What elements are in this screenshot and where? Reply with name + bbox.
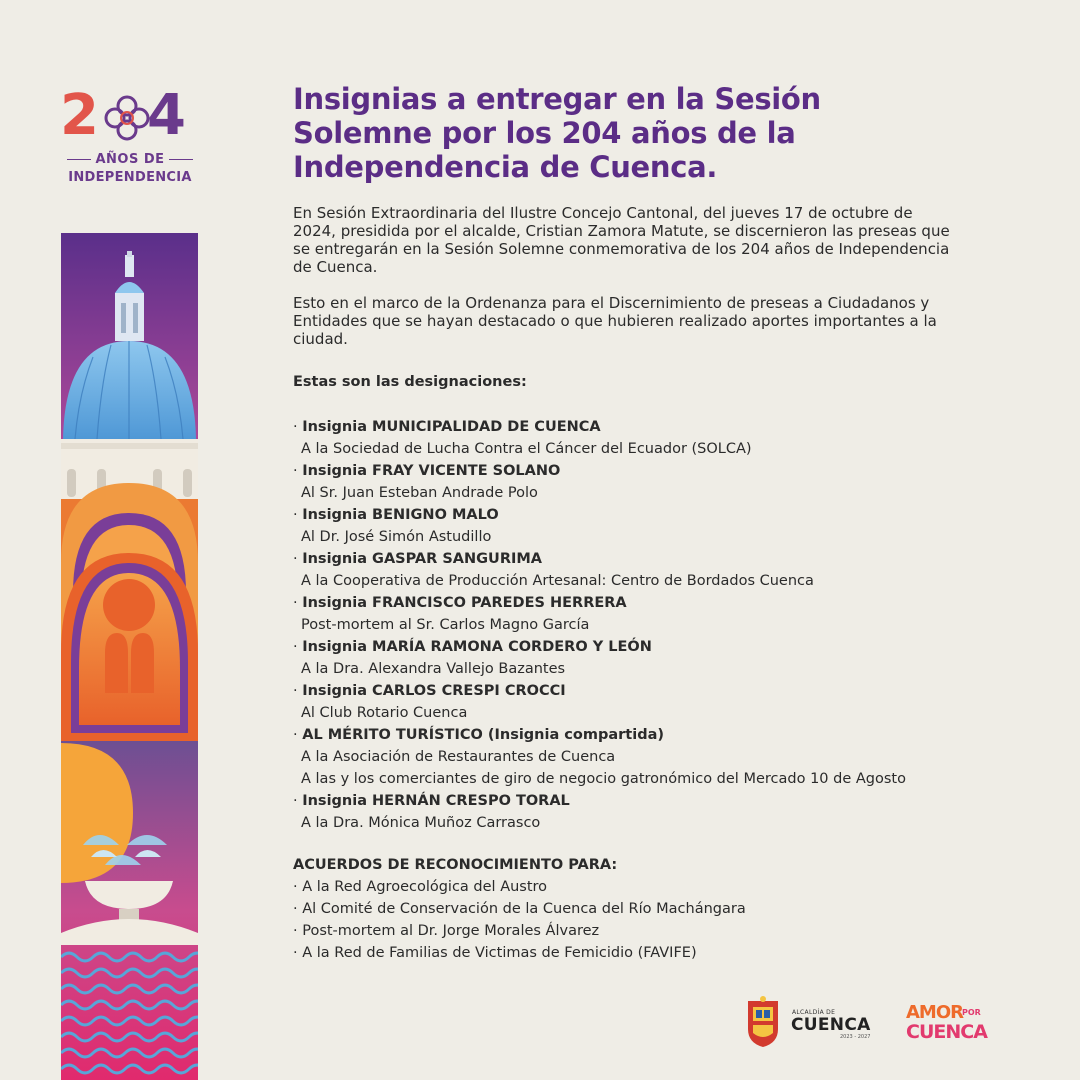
insignia-prefix: Insignia (302, 595, 373, 611)
amor-text: AMOR (906, 1002, 964, 1023)
insignia-name: MARÍA RAMONA CORDERO Y LEÓN (372, 639, 652, 655)
designation-recipient: Al Club Rotario Cuenca (301, 705, 468, 721)
bullet: · (293, 463, 303, 479)
designation-recipient: A la Dra. Mónica Muñoz Carrasco (301, 815, 541, 831)
insignia-name: HERNÁN CRESPO TORAL (372, 793, 570, 809)
acuerdo-item: · Post-mortem al Dr. Jorge Morales Álvarez (293, 923, 600, 939)
insignia-prefix: Insignia (302, 507, 373, 523)
insignia-name: MUNICIPALIDAD DE CUENCA (372, 419, 601, 435)
insignia-prefix: Insignia (302, 683, 373, 699)
alcaldia-name: CUENCA (791, 1015, 871, 1035)
insignia-name: CARLOS CRESPI CROCCI (372, 683, 566, 699)
logo-number: 2 4 (60, 83, 184, 148)
designation-heading (293, 460, 973, 482)
alcaldia-cuenca-logo (740, 993, 880, 1053)
designation-recipient: A la Dra. Alexandra Vallejo Bazantes (301, 661, 566, 677)
insignia-name: GASPAR SANGURIMA (372, 551, 543, 567)
bullet: · (293, 507, 303, 523)
alcaldia-years: 2023 - 2027 (840, 1034, 871, 1040)
insignia-prefix: Insignia (302, 639, 373, 655)
cuenca-text: CUENCA (906, 1021, 987, 1043)
alcaldia-label: ALCALDÍA DE (792, 1009, 836, 1016)
por-text: POR (962, 1008, 981, 1017)
logo-anos-de: AÑOS DE (60, 152, 200, 167)
designation-heading (293, 724, 973, 746)
designation-heading (293, 548, 973, 570)
bullet: · (293, 793, 303, 809)
logo-independencia: INDEPENDENCIA (68, 170, 192, 185)
designation-recipient: Al Sr. Juan Esteban Andrade Polo (301, 485, 538, 501)
acuerdo-item: · A la Red de Familias de Victimas de Femicidio (FAVIFE) (293, 945, 697, 961)
bullet: · (293, 595, 303, 611)
insignia-name: AL MÉRITO TURÍSTICO (Insignia compartida) (302, 727, 664, 743)
designation-heading (293, 680, 973, 702)
designation-recipient: A la Asociación de Restaurantes de Cuenca (301, 749, 616, 765)
page-title: Insignias a entregar en la Sesión Solemne por los 204 años de la Independencia de Cuenca. (293, 82, 821, 184)
insignia-prefix: Insignia (302, 551, 373, 567)
insignia-prefix: Insignia (302, 463, 373, 479)
designation-heading (293, 416, 973, 438)
bullet: · (293, 551, 303, 567)
acuerdo-item: · Al Comité de Conservación de la Cuenca del Río Machángara (293, 901, 746, 917)
insignia-name: FRANCISCO PAREDES HERRERA (372, 595, 627, 611)
amor-por-cuenca-logo (906, 1004, 1016, 1048)
designation-heading (293, 790, 973, 812)
acuerdos-section (293, 854, 973, 964)
knot-icon (101, 92, 153, 144)
context-paragraph: Esto en el marco de la Ordenanza para el Discernimiento de preseas a Ciudadanos y Entidades que se hayan destacado o que hubieren realizado aportes importantes a la ciudad. (293, 294, 937, 348)
bullet: · (293, 683, 303, 699)
acuerdos-title: ACUERDOS DE RECONOCIMIENTO PARA: (293, 857, 618, 873)
designation-heading (293, 636, 973, 658)
bullet: · (293, 727, 303, 743)
anniversary-logo (60, 83, 200, 186)
designation-recipient: Post-mortem al Sr. Carlos Magno García (301, 617, 590, 633)
designation-recipient: Al Dr. José Simón Astudillo (301, 529, 492, 545)
designations-lead: Estas son las designaciones: (293, 374, 527, 390)
insignia-name: FRAY VICENTE SOLANO (372, 463, 561, 479)
designation-recipient: A la Sociedad de Lucha Contra el Cáncer del Ecuador (SOLCA) (301, 441, 752, 457)
main-content (293, 82, 973, 961)
insignia-prefix: Insignia (302, 793, 373, 809)
city-crest-icon (744, 995, 782, 1049)
designation-recipient: A las y los comerciantes de giro de negocio gatronómico del Mercado 10 de Agosto (301, 771, 906, 787)
designation-heading (293, 504, 973, 526)
intro-paragraph: En Sesión Extraordinaria del Ilustre Concejo Cantonal, del jueves 17 de octubre de 2024, presidida por el alcalde, Cristian Zamora Matute, se discernieron las preseas que se entregarán en la Sesión Solemne conmemorativa de los 204 años de Independencia de Cuenca. (293, 204, 950, 276)
cathedral-illustration (61, 233, 198, 1080)
insignia-name: BENIGNO MALO (372, 507, 499, 523)
bullet: · (293, 419, 303, 435)
insignia-prefix: Insignia (302, 419, 373, 435)
designation-heading (293, 592, 973, 614)
acuerdo-item: · A la Red Agroecológica del Austro (293, 879, 548, 895)
acuerdos-list (293, 876, 973, 964)
designation-recipient: A la Cooperativa de Producción Artesanal: Centro de Bordados Cuenca (301, 573, 814, 589)
bullet: · (293, 639, 303, 655)
designations-list (293, 416, 973, 834)
